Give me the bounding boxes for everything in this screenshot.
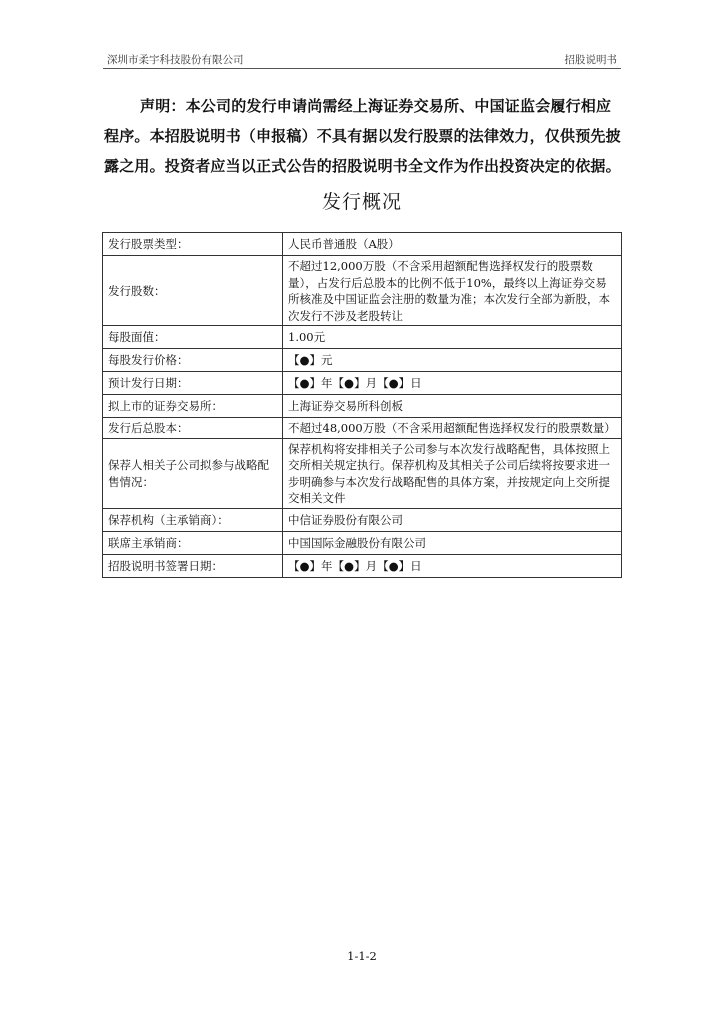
table-row [103, 554, 622, 577]
table-row [103, 349, 622, 372]
row-value: 保荐机构将安排相关子公司参与本次发行战略配售，具体按照上交所相关规定执行。保荐机构及其相关子公司后续将按要求进一步明确参与本次发行战略配售的具体方案，并按规定向上交所提交相关文件 [283, 438, 622, 508]
row-value: 1.00元 [283, 326, 622, 349]
row-label: 预计发行日期： [103, 372, 283, 395]
row-label: 保荐机构（主承销商）： [103, 508, 283, 531]
table-row [103, 256, 622, 326]
row-value: 【●】年【●】月【●】日 [283, 554, 622, 577]
table-row [103, 438, 622, 508]
page-number: 1-1-2 [347, 949, 377, 963]
row-label: 发行股数： [103, 256, 283, 326]
row-label: 发行后总股本： [103, 418, 283, 439]
header-company-name: 深圳市柔宇科技股份有限公司 [107, 54, 244, 66]
row-label: 联席主承销商： [103, 531, 283, 554]
row-value: 中信证券股份有限公司 [283, 508, 622, 531]
row-label: 拟上市的证券交易所： [103, 395, 283, 418]
row-value: 人民币普通股（A股） [283, 233, 622, 256]
row-label: 每股面值： [103, 326, 283, 349]
table-row [103, 418, 622, 439]
disclaimer-text: 声明：本公司的发行申请尚需经上海证券交易所、中国证监会履行相应程序。本招股说明书（申报稿）不具有据以发行股票的法律效力，仅供预先披露之用。投资者应当以正式公告的招股说明书全文作为作出投资决定的依据。 [104, 97, 621, 175]
section-title: 发行概况 [321, 191, 402, 213]
row-value: 不超过12,000万股（不含采用超额配售选择权发行的股票数量），占发行后总股本的比例不低于10%，最终以上海证券交易所核准及中国证监会注册的数量为准；本次发行全部为新股，本次发行不涉及老股转让 [283, 256, 622, 326]
row-label: 每股发行价格： [103, 349, 283, 372]
issuance-overview-table [102, 232, 622, 578]
row-value: 【●】年【●】月【●】日 [283, 372, 622, 395]
page-header [103, 51, 621, 69]
table-row [103, 531, 622, 554]
table-row [103, 372, 622, 395]
row-label: 招股说明书签署日期： [103, 554, 283, 577]
row-value: 上海证券交易所科创板 [283, 395, 622, 418]
table-row [103, 326, 622, 349]
row-value: 不超过48,000万股（不含采用超额配售选择权发行的股票数量） [283, 418, 622, 439]
row-label: 保荐人相关子公司拟参与战略配售情况： [103, 438, 283, 508]
table-row [103, 508, 622, 531]
row-value: 【●】元 [283, 349, 622, 372]
header-document-type: 招股说明书 [564, 54, 617, 66]
disclaimer-statement [104, 91, 624, 181]
row-label: 发行股票类型： [103, 233, 283, 256]
table-row [103, 233, 622, 256]
table-row [103, 395, 622, 418]
row-value: 中国国际金融股份有限公司 [283, 531, 622, 554]
